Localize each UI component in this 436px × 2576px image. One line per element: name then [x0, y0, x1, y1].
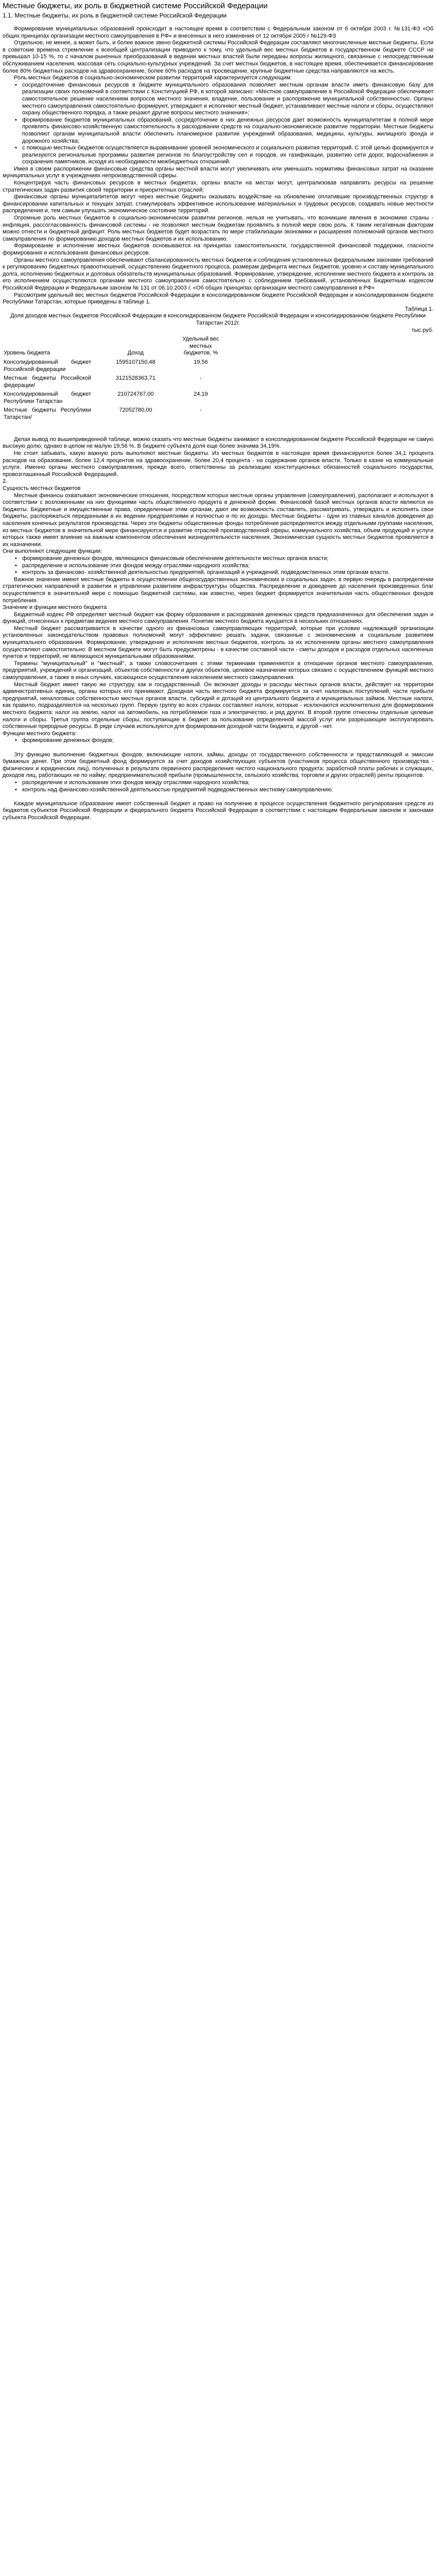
table-cell-income: 312152836З,71	[116, 375, 155, 382]
table-cell-income: 1595107150,48	[116, 359, 155, 365]
table-cell-income: 72052780,00	[119, 407, 152, 414]
paragraph: Формирование муниципальных образований происходит в настоящее время в соответствии с Федеральным законом от 6 октября 2003 г. №131-ФЗ «Об общих принципах организации местного самоуправления в РФ» и внесенных в него изменения от 12 октября 2005 г №129-ФЗ	[3, 26, 433, 39]
table-cell-income: 210724767,00	[117, 391, 154, 398]
paragraph: Отдельное, не менее, а может быть, и более важное звено бюджетной системы Российской Федерации составляют многочисленные местные бюджеты. Если в советские времена стремление к всеобщей централизации приводило к тому, что удельный вес местных бюджетов в государственном бюджете СССР не превышал 10-15 %, то с началом рыночных преобразований в ведении местных властей были переданы вопросы жилищного, связанные с непосредственным обслуживанием населения, массовая сеть социально-культурных учреждений. За счет местных бюджетов, в настоящее время, обеспечивается финансирование более 80% бюджетных расходов на здравоохранение, более 60% расходов на просвещение, крупные бюджетные средства направляются на жесть.	[3, 40, 433, 74]
table-cell-share: 24,19	[194, 391, 208, 398]
list-item: • распределение и использование этих фондов между отраслями народного хозяйства;	[3, 779, 433, 787]
paragraph: Важное значение имеют местные бюджеты в осуществлении общегосударственных экономических и социальных задач, в первую очередь в распределении стратегических направлений в развитии и управлении развитием инфраструктуры общества. Распределение и доведение до населения произведенных благ осуществляется в значительной мере с помощью бюджетной системы, как известно, через бюджет формируется значительная часть общественных фондов потребления.	[3, 576, 433, 604]
list-item: • формирование денежных фондов;	[3, 737, 433, 744]
paragraph: Огромные роль местных бюджетов в социально-экономическом развитии регионов, нельзя не учитывать, что возникшие явления в экономике страны - инфляция, рассогласованность финансовой системы - не позволяют местным бюджетам проявлять в полной мере свою роль. К таким негативным факторам можно отнести и бюджетный дефицит. Роль местных бюджетов будет возрастать по мере стабилизации экономики и расширения полномочий органов местного самоуправления по формированию доходов местных бюджетов и их использованию.	[3, 215, 433, 242]
paragraph: Не стоит забывать, какую важную роль выполняют местные бюджеты. Из местных бюджетов в настоящее время финансируются более 34,1 процента расходов на образование, более 12,4 процентов на здравоохранение, более 20,4 процента - на содержание органов власти. Только в казне на коммунальные услуги. Именно органы местного самоуправления, прежде всего, ответственны за реализацию конституционных обязанностей социального государства, провозглашенный Российской Федерацией.	[3, 450, 433, 478]
paragraph: Функции местного бюджета:	[3, 730, 77, 737]
section-heading: Сущность местных бюджетов	[3, 485, 81, 492]
table-title: Доля доходов местных бюджетов Российской Федерации в консолидированном бюджете Российской Федерации и консолидированном бюджете Республики Татарстан 2012г.	[10, 313, 426, 326]
paragraph: Имея в своем распоряжении финансовые средства органы местной власти могут увеличивать или уменьшать нормативы финансовых затрат на оказание муниципальных услуг в учреждениях непроизводственной сферы.	[3, 165, 433, 179]
paragraph: Бюджетный кодекс РФ определяет местный бюджет как форму образования и расходования денежных средств предназначенных для обеспечения задач и функций, отнесенных к предметам ведения местного самоуправления. Понятие местного бюджета жундается в нескольких отношениях.	[3, 611, 433, 625]
table-cell-share: -	[200, 375, 202, 382]
list-item: • формирование бюджетов муниципальных образований, сосредоточение в них денежных ресурсов дает возможность муниципалитетам в полной мере проявлять финансово-хозяйственную самостоятельность в расходовании средств на социально-экономическое развитие территории. Местные бюджеты позволяют органам муниципальной власти обеспечить планомерное развитие учреждений образования, медицины, культуры, жилищного фонда и дорожного хозяйства;	[3, 117, 433, 145]
paragraph: Каждое муниципальное образование имеет собственный бюджет и право на получение в процессе осуществления бюджетного регулирования средств из бюджетов субъектов Российской Федерации и федерального бюджета Российской Федерации в соответствии с настоящим Федеральным законом и законами субъекта Российской Федерации.	[3, 800, 433, 821]
table-row	[3, 390, 222, 406]
budget-share-table	[3, 335, 222, 422]
paragraph: Роль местных бюджетов в социально-экономическом развитии территорий характеризуется следующим:	[14, 75, 292, 81]
list-item: • формирование денежных фондов, являющихся финансовым обеспечением деятельности местных органов власти;	[3, 555, 433, 563]
paragraph: Делая вывод по вышеприведенной таблице, можно сказать что местные бюджеты занимают в консолидированном бюджете Российской Федерации не самую высокую долю, однако в целом не малую 19,56 %. В бюджете субъекта доля еще более значима 34,19%.	[3, 436, 433, 450]
table-caption: Таблица 1.	[405, 306, 433, 312]
page-title: Местные бюджеты, их роль в бюджетной системе Российской Федерации	[3, 2, 268, 10]
paragraph: Формирование и исполнение местных бюджетов основываются на принципах самостоятельности, государственной финансовой поддержки, гласности формирования и использования финансовых ресурсов.	[3, 243, 433, 256]
table-header-cell: Доход	[127, 350, 144, 357]
document-body	[3, 26, 433, 822]
paragraph: Местный бюджет рассматривается в качестве одного из финансовых самоуправляющих территорий, которые при условии надлежащей организации установленных законодательством правовых полномочий могут эффективно решать задачи, связанные с экономическим и социальным развитием муниципального образования. Формирование, утверждение и исполнение местных бюджетов, контроль за их исполнением органы местного самоуправления осуществляют самостоятельно. В местном бюджете могут быть предусмотрены - в качестве составной части - сметы доходов и расходов отдельных населенных пунктов и территорий, не являющихся муниципальными образованиями.	[3, 625, 433, 660]
table-header-row	[3, 335, 222, 358]
list-item: • распределение и использование этих фондов между отраслями народного хозяйства;	[3, 563, 433, 570]
list-item: • контроль за финансово- хозяйственной деятельностью предприятий, организаций и учреждений, подведомственных этим органам власти.	[3, 569, 433, 577]
table-cell-level: Местные бюджеты Российской федерации/	[4, 375, 91, 388]
list-item: • контроль над финансово-хозяйственной деятельностью предприятий подведомственных местному самоуправлению.	[3, 787, 433, 794]
table-row	[3, 374, 222, 390]
paragraph: Местный бюджет имеет такую же структуру, как и государственный. Он включает доходы и расходы местных органов власти, действует на территории административных единиц, органы которых его принимают. Доходная часть местного бюджета формируется за счет налоговых поступлений, части прибыли предприятий, неналоговых собственностью местных органов власти, субсидий и дотаций из центрального бюджета и муниципальных займов. Местные налоги, как правило, подразделяются на несколько групп. Первую группу во всех странах составляют налоги, которые - исключаются исключительно для формирования местного бюджета: налог на землю, налог на автомобиль, на потребляемое газа и электричество, и ряд других. В второй группе отнесены отдельные целевые налоги и сборы. Третья группа отдельные сборы, поступающие в бюджет за пользование определенной массой услуг или разрешающие эксплуатировать собственные природные ресурсы. В ряде случаев используются для формирования доходной части бюджета, и другой - нет.	[3, 681, 433, 730]
paragraph: Они выполняют следующие функции:	[3, 548, 102, 555]
section-number: 2.	[3, 478, 8, 485]
table-row	[3, 406, 222, 422]
table-cell-level: Консолидированный бюджет Российской федерации	[4, 359, 91, 372]
table-cell-share: -	[200, 407, 202, 414]
paragraph: Эту функцию выполнение бюджетных фондов, включающие налоги, займы, доходы от государственного собственности и представляющей и эмиссии бумажных денег. При этом бюджетный фонд формируется за счет доходов хозяйствующих субъектов (участников процесса общественного производства - физических и юридических лиц), полученных в результате первичного распределения чистого национального продукта: заработной платы рабочих и служащих, доходов лиц, работающих не по найму; предпринимательской прибыли (промышленности, сельского хозяйства, торговли и других отраслей) ренты процентов.	[3, 751, 433, 779]
section-heading: 1.1. Местные бюджеты, их роль в бюджетной системе Российской Федерации	[3, 12, 227, 19]
paragraph: Термины "муниципальный" и "местный", а также словосочетания с этими терминами применяются в отношении органов местного самоуправления, предприятий, учреждений и организаций, объектов собственности и других объектов, целевое назначение которых связано с осуществлением функций местного самоуправления, а также в иных случаях, касающихся осуществления населением местного самоуправления.	[3, 660, 433, 681]
table-header-cell: Удельный вес местных бюджетов, %	[182, 336, 219, 357]
paragraph: Рассмотрим удельный вес местных бюджетов Российской Федерации в консолидированном бюджете Российской Федерации и консолидированном бюджете Республики Татарстан, которые приведены в таблице 1.	[3, 292, 433, 306]
table-unit: тыс.руб.	[411, 327, 433, 333]
table-cell-level: Местные бюджеты Республики Татарстан/	[4, 407, 91, 421]
paragraph: Концентрируя часть финансовых ресурсов в местных бюджетах, органы власти на местах могут, централизовав направлять ресурсы на решение стратегических задач развития своей территории и приоритетных отраслей;	[3, 180, 433, 193]
list-item: • с помощью местных бюджетов осуществляется выравнивание уровней экономического и социального развития территорий. С этой целью формируются и реализуются региональные программы развития регионов по благоустройству сел и городов, их газификации, развитию сети дорог, водоснабжения и сохранения памятников, исходя из необходимости межбюджетных отношений.	[3, 145, 433, 166]
paragraph: Органы местного самоуправления обеспечивают сбалансированность местных бюджетов и соблюдения установленных федеральными законами требований к регулированию бюджетных правоотношений, осуществлению бюджетного процесса, размерам дефицита местных бюджетов, уровню и составу муниципального долга, исполнению бюджетных и долговых обязательств муниципальных образований. Формирование, утверждение, исполнение местного бюджета и контроль за его исполнением осуществляются органами местного самоуправления самостоятельно с соблюдением требований, установленных Бюджетным кодексом Российской Федерации и Федеральным законом № 131 от 06.10.2003 г. «Об общих принципах организации местного самоуправления в РФ»	[3, 257, 433, 291]
table-cell-share: 19,56	[194, 359, 208, 365]
table-row	[3, 358, 222, 374]
section-heading: Значение и функции местного бюджета	[3, 604, 107, 611]
table-header-cell: Уровень бюджета	[4, 350, 50, 357]
list-item: • сосредоточение финансовых ресурсов в бюджете муниципального образования позволяет местным органам власти иметь финансовую базу для реализации своих полномочий в соответствии с Конституцией РФ, в которой записано: «Местное самоуправление в Российской Федерации обеспечивает самостоятельное решение населением вопросов местного значения, владение, пользование и распоряжение муниципальной собственностью. Органы местного самоуправления самостоятельно формируют, утверждают и исполняют местный бюджет, устанавливают местные налоги и сборы, осуществляют охрану общественного порядка, а также решают другие вопросы местного значения»;	[3, 82, 433, 117]
paragraph: финансовые органы муниципалитетов могут через местные бюджеты оказывать воздействие на обновление оплатившие производственных структур в финансировании капитальных и текущих затрат, стимулировать эффективное использование материальных и трудовых ресурсов, создавать новые местности распределения и, тем самым улучшать экономическое состояние территорий.	[3, 194, 433, 214]
table-cell-level: Консолидированный бюджет Республики Татарстан	[4, 391, 91, 404]
paragraph: Местные финансы охватывают экономические отношения, посредством которых местные органы управления (самоуправления), располагают и используют в соответствии с возложенными на них функциями часть общественного продукта в денежной форме. Финансовой базой местных органов власти являются их бюджеты. Бюджетные и имущественные права, определенные этим органам, дают им возможность составлять, рассматривать, утверждать и исполнять свои бюджеты, распоряжаться переданными в их ведении предприятиями и полностью и по их доходы. Местные бюджеты - одни из главных каналов доведения до населения конечных результатов производства. Через эти бюджеты общественные фонды потребления распределяются между отдельными группами населения, из местных бюджетов в значительной мере финансируются и развитие отраслей производственной сферы, коммунального хозяйства, объем продукций и услуги которых также имеет влияние на важным компонентом обеспечения жизнедеятельности населения. Экономическая сущность местных бюджетов проявляется в их назначении.	[3, 492, 433, 548]
